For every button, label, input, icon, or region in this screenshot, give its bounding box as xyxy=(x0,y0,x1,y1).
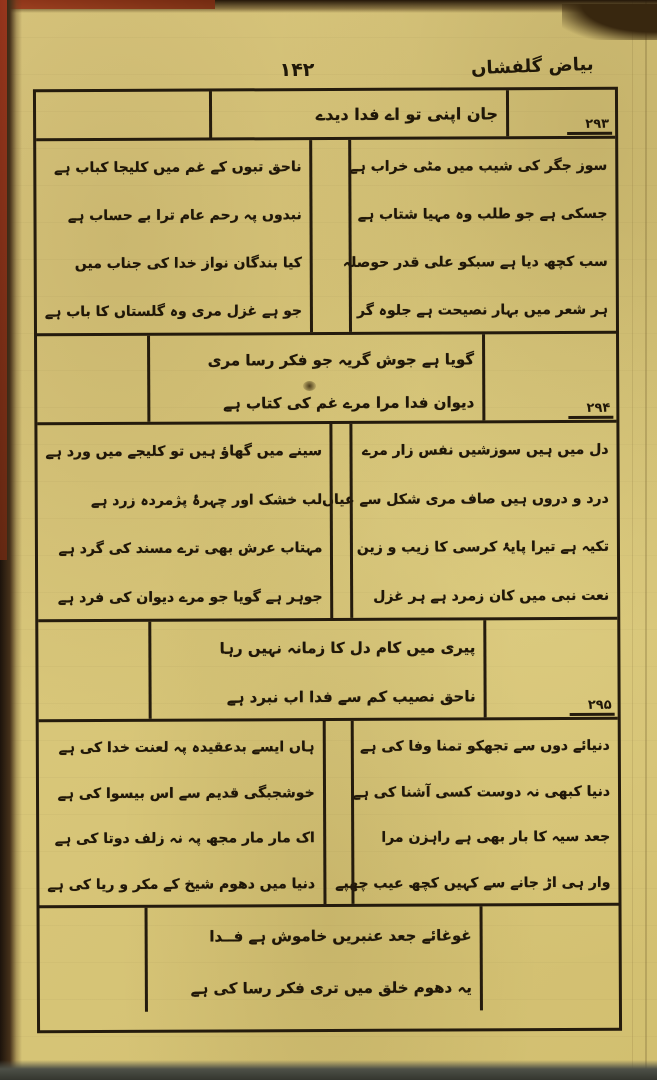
empty-cell xyxy=(38,622,148,719)
couplet1-row xyxy=(37,334,616,426)
empty-cell xyxy=(37,336,147,422)
verse-line: جسکی ہے جو طلب وہ مہیا شتاب ہے xyxy=(357,205,608,223)
verse-line: وار ہی اڑ جانے سے کہیں کچھ عیب چھپے xyxy=(335,874,611,893)
verse-line: سوز جگر کی شیب میں مٹی خراب ہے xyxy=(349,157,608,175)
verse-line: پیری میں کام دل کا زمانہ نہیں رہا xyxy=(219,638,476,658)
verse-line: تکیہ ہے تیرا پایۂ کرسی کا زیب و زین xyxy=(356,539,609,557)
margin-cell xyxy=(509,90,615,136)
ghazal1-right-column xyxy=(342,139,616,332)
verse-line: ہر شعر میں بہار نصیحت ہے جلوہ گر xyxy=(356,301,608,319)
verse-line: کیا بندگان نواز خدا کی جناب میں xyxy=(74,255,302,273)
photo-edge-top-right xyxy=(562,4,657,40)
page-crease xyxy=(632,0,633,1080)
couplet2-cell xyxy=(148,620,486,718)
photo-edge-bottom xyxy=(0,1060,657,1080)
margin-cell xyxy=(483,906,619,1011)
couplet3-cell xyxy=(145,906,483,1011)
ghazal2-right-column xyxy=(322,423,617,618)
couplet1-cell xyxy=(147,334,485,421)
verse-line: گویا ہے جوش گریہ جو فکر رسا مری xyxy=(207,349,475,370)
verse-line: مہتاب عرش بھی ترے مسند کی گرد ہے xyxy=(58,540,323,558)
ghazal3-row xyxy=(39,720,619,909)
verse-line: خوشجبگی قدیم سے اس بیسوا کی ہے xyxy=(57,784,315,802)
margin-cell xyxy=(486,620,617,718)
verse-line: جوہر ہے گویا جو مرے دیوان کی فرد ہے xyxy=(57,588,323,606)
opening-verse-row xyxy=(36,90,615,142)
center-gutter xyxy=(322,721,354,904)
running-title: بیاض گلفشاں xyxy=(471,53,595,80)
verse-line: دنیا میں دھوم شیخ کے مکر و ریا کی ہے xyxy=(47,876,316,894)
poetry-grid xyxy=(33,87,622,1034)
verse-line: اک مار مار مجھ پہ نہ زلف دوتا کی ہے xyxy=(54,830,315,848)
verse-line: ناحق نصیب کم سے فدا اب نبرد ہے xyxy=(226,687,476,707)
ghazal3-left-column xyxy=(39,721,323,905)
empty-cell xyxy=(40,908,145,1012)
opening-verse-cell xyxy=(209,90,509,137)
ghazal3-right-column xyxy=(335,720,619,904)
photo-edge-left-red xyxy=(0,0,7,560)
ghazal-number-2: ۲۹۴ xyxy=(568,401,613,419)
ghazal1-left-column xyxy=(36,140,310,333)
photo-edge-top-red xyxy=(0,0,215,9)
ghazal2-row xyxy=(37,423,617,623)
verse-line: سب کچھ دیا ہے سبکو علی قدر حوصلہ xyxy=(342,253,608,271)
verse-line: دیوان فدا مرا مرے غم کی کتاب ہے xyxy=(223,392,475,412)
verse-line: غوغائے جعد عنبریں خاموش ہے فــدا xyxy=(209,926,472,946)
verse-line: جو ہے غزل مری وہ گلستاں کا باب ہے xyxy=(44,303,303,321)
margin-cell xyxy=(485,334,616,421)
ghazal-number-1: ۲۹۳ xyxy=(567,117,612,135)
couplet3-row xyxy=(40,906,619,1013)
verse-line: نعت نبی میں کان زمرد ہے ہر غزل xyxy=(373,587,610,605)
page-crease xyxy=(645,0,647,1080)
verse-line: دل میں ہیں سوزشیں نفس زار مرے xyxy=(362,442,609,460)
verse-line: دنیا کبھی نہ دوست کسی آشنا کی ہے xyxy=(352,783,611,801)
ghazal-number-3: ۲۹۵ xyxy=(570,698,615,716)
ghazal2-left-column xyxy=(37,424,330,619)
center-gutter xyxy=(309,140,352,332)
verse-line: ہاں ایسے بدعقیدہ پہ لعنت خدا کی ہے xyxy=(58,738,315,757)
verse-line: سینے میں گھاؤ ہیں تو کلیجے میں ورد ہے xyxy=(45,443,323,461)
verse-line: جعد سیہ کا بار بھی ہے راہزن مرا xyxy=(381,829,611,847)
verse-line: دنیائے دوں سے تجھکو تمنا وفا کی ہے xyxy=(360,737,610,755)
page-number: ۱۴۲ xyxy=(279,59,315,81)
verse-line: نبدوں پہ رحم عام ترا بے حساب ہے xyxy=(67,207,302,225)
center-gutter xyxy=(330,424,353,618)
ghazal1-row xyxy=(36,139,616,337)
verse-line: درد و دروں ہیں صاف مری شکل سے عیاں xyxy=(322,490,609,508)
opening-verse: جان اپنی تو اے فدا دیدے xyxy=(315,103,499,124)
verse-line: لب خشک اور چہرۂ پژمردہ زرد ہے xyxy=(90,491,323,509)
couplet2-row xyxy=(38,620,617,723)
verse-line: یہ دھوم خلق میں تری فکر رسا کی ہے xyxy=(190,978,472,998)
verse-line: ناحق تبوں کے غم میں کلیجا کباب ہے xyxy=(54,159,302,177)
empty-cell xyxy=(36,92,209,139)
